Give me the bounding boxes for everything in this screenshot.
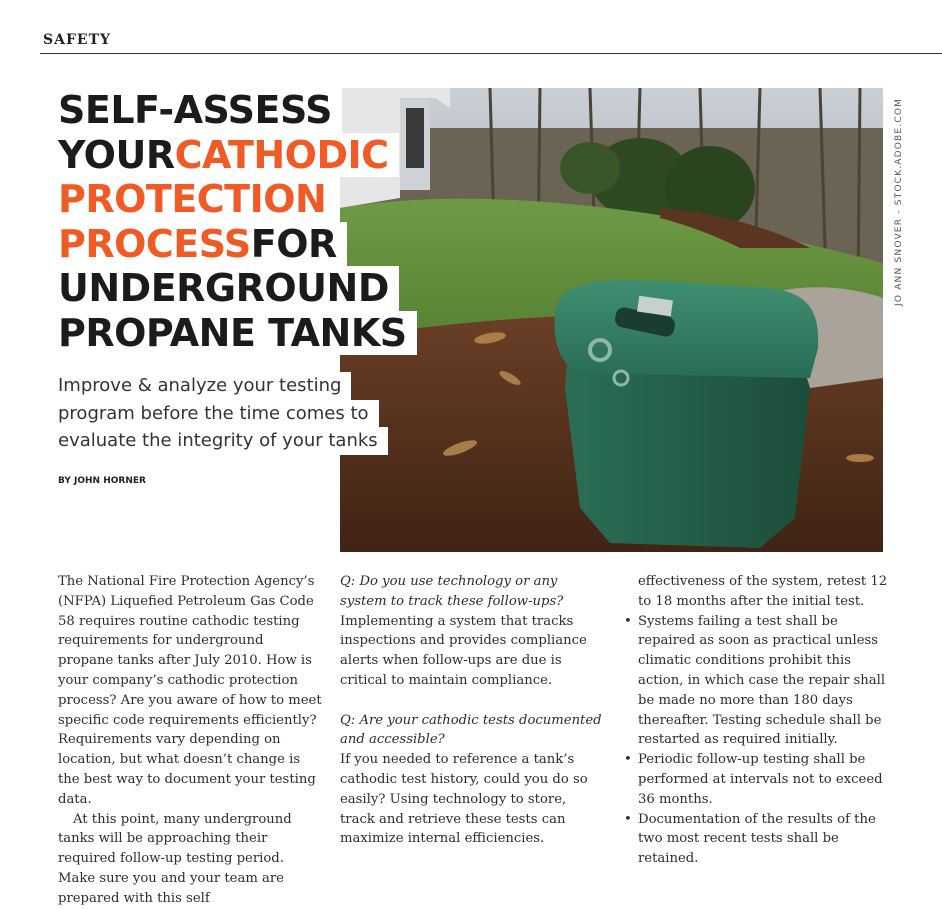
- headline-accent-text: CATHODIC: [175, 133, 399, 178]
- section-label: SAFETY: [43, 32, 111, 48]
- paragraph: At this point, many underground tanks will be approaching their required follow-up testing period. Make sure you and your team are prepared with this self: [58, 811, 292, 906]
- headline-text: YOUR: [58, 132, 175, 177]
- photo-credit-text: JO ANN SNOVER - STOCK.ADOBE.COM: [894, 97, 904, 306]
- headline-line-3: [58, 177, 417, 222]
- byline: BY JOHN HORNER: [58, 476, 146, 486]
- bullet-icon: •: [624, 613, 632, 629]
- list-item-text: Periodic follow-up testing shall be performed at intervals not to exceed 36 months.: [638, 752, 883, 807]
- headline-text: FOR: [251, 222, 347, 267]
- deck-line: [58, 372, 388, 400]
- headline-text: SELF-ASSESS: [58, 88, 342, 133]
- headline-line-6: [58, 311, 417, 356]
- bullet-icon: •: [624, 752, 632, 768]
- headline-line-5: [58, 266, 417, 311]
- deck-line: [58, 400, 388, 428]
- deck-text: evaluate the integrity of your tanks: [58, 427, 388, 455]
- answer: If you needed to reference a tank’s cathodic test history, could you do so easily? Using technology to store, track and retrieve these tests can maximize internal efficiencies.: [340, 752, 588, 847]
- answer: Implementing a system that tracks inspections and provides compliance alerts when follow-ups are due is critical to maintain compliance.: [340, 613, 587, 688]
- list-item: [624, 810, 888, 869]
- paragraph: The National Fire Protection Agency’s (NFPA) Liquefied Petroleum Gas Code 58 requires routine cathodic testing requirements for underground propane tanks after July 2010. How is your company’s cathodic protection process? Are you aware of how to meet specific code requirements efficiently? Requirements vary depending on location, but what doesn’t change is the best way to document your testing data.: [58, 574, 322, 807]
- list-item-text: Documentation of the results of the two most recent tests shall be retained.: [638, 811, 876, 867]
- paragraph: effectiveness of the system, retest 12 to 18 months after the initial test.: [638, 574, 888, 609]
- headline-line-4: [58, 222, 417, 267]
- list-item-text: Systems failing a test shall be repaired as soon as practical unless climatic conditions prohibit this action, in which case the repair shall be made no more than 180 days thereafter. Testing schedule shall be restarted as required initially.: [638, 613, 886, 748]
- headline: [58, 88, 417, 355]
- body-column-1: [58, 572, 322, 909]
- deck-text: program before the time comes to: [58, 400, 379, 428]
- list-item: [624, 612, 888, 751]
- deck-line: [58, 427, 388, 455]
- requirements-list: [624, 612, 888, 869]
- deck-text: Improve & analyze your testing: [58, 372, 351, 400]
- headline-line-1: [58, 88, 417, 133]
- propane-tank-photo: [340, 88, 883, 552]
- top-rule: [40, 53, 942, 54]
- question: Q: Do you use technology or any system to track these follow-ups?: [340, 574, 564, 609]
- body-column-2: [340, 572, 602, 849]
- spacer: [340, 691, 602, 711]
- deck: [58, 372, 388, 455]
- question: Q: Are your cathodic tests documented and accessible?: [340, 712, 602, 748]
- headline-accent-text: PROTECTION: [58, 177, 336, 222]
- headline-text: UNDERGROUND: [58, 266, 399, 311]
- headline-line-2: [58, 133, 417, 178]
- headline-text: PROPANE TANKS: [58, 311, 417, 356]
- body-column-3: [624, 572, 888, 869]
- bullet-icon: •: [624, 811, 632, 827]
- photo-credit: [884, 88, 904, 348]
- list-item: [624, 750, 888, 809]
- headline-accent-text: PROCESS: [58, 221, 251, 266]
